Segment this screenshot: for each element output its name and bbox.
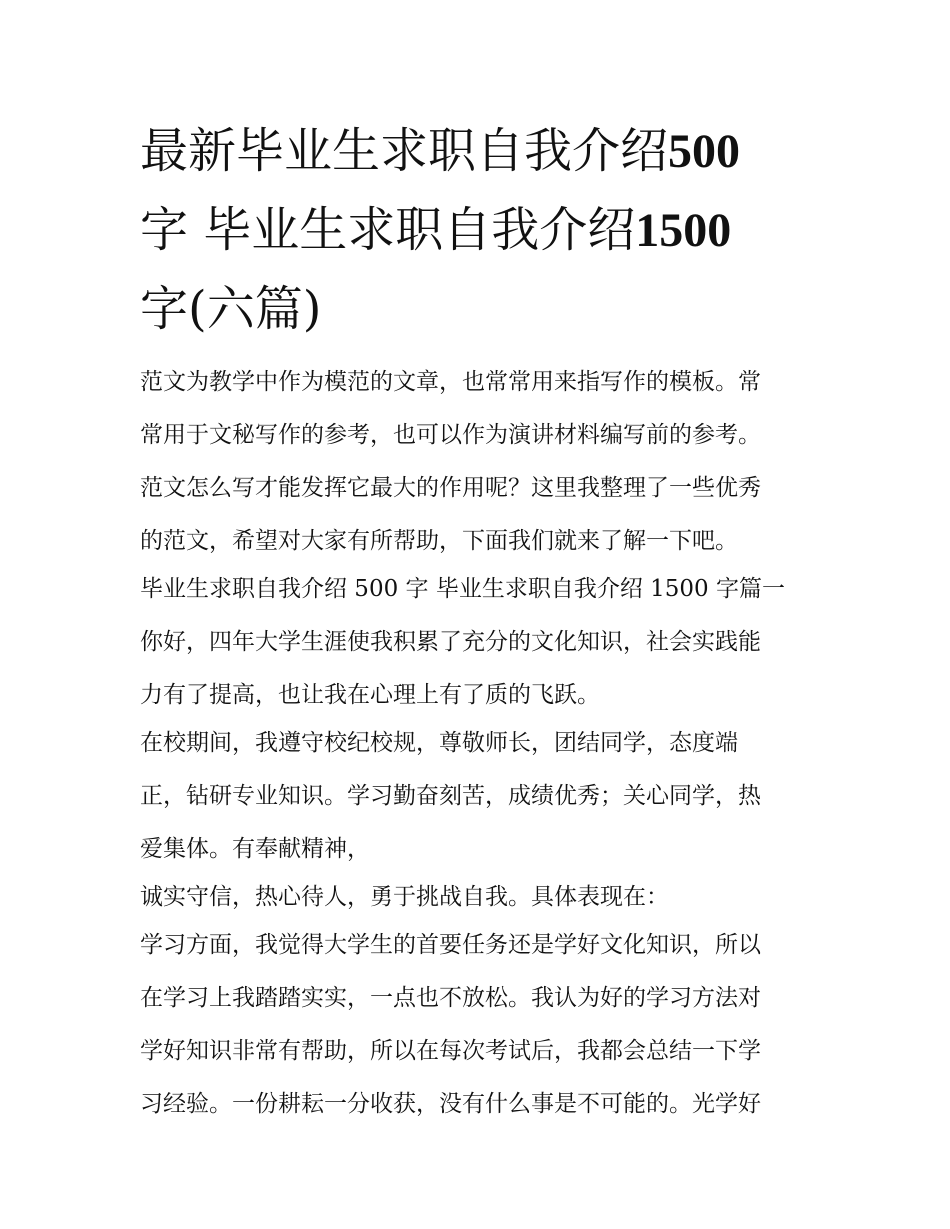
title-line-1 xyxy=(140,112,820,191)
body-line: 力有了提高，也让我在心理上有了质的飞跃。 xyxy=(140,682,600,708)
body-line: 学好知识非常有帮助，所以在每次考试后，我都会总结一下学 xyxy=(140,1038,761,1064)
body-line: 在校期间，我遵守校纪校规，尊敬师长，团结同学，态度端 xyxy=(140,730,738,756)
section-heading: 毕业生求职自我介绍 500 字 毕业生求职自我介绍 1500 字篇一 xyxy=(140,576,785,602)
body-line: 爱集体。有奉献精神， xyxy=(140,836,370,862)
body-line: 范文怎么写才能发挥它最大的作用呢？这里我整理了一些优秀 xyxy=(140,475,761,501)
title-line-2-number: 1500 xyxy=(635,204,732,257)
body-line: 在学习上我踏踏实实，一点也不放松。我认为好的学习方法对 xyxy=(140,985,761,1011)
body-line: 习经验。一份耕耘一分收获，没有什么事是不可能的。光学好 xyxy=(140,1091,761,1117)
body-line: 学习方面，我觉得大学生的首要任务还是学好文化知识，所以 xyxy=(140,932,761,958)
title-line-2 xyxy=(140,191,820,270)
body-line: 你好，四年大学生涯使我积累了充分的文化知识，社会实践能 xyxy=(140,629,761,655)
body-line: 诚实守信，热心待人，勇于挑战自我。具体表现在： xyxy=(140,884,669,910)
title-line-1-text: 最新毕业生求职自我介绍 xyxy=(140,123,669,179)
document-body xyxy=(140,356,820,1131)
title-line-1-number: 500 xyxy=(668,125,741,178)
body-line: 的范文，希望对大家有所帮助，下面我们就来了解一下吧。 xyxy=(140,528,738,554)
body-line: 正，钻研专业知识。学习勤奋刻苦，成绩优秀；关心同学，热 xyxy=(140,783,761,809)
body-line: 范文为教学中作为模范的文章，也常常用来指写作的模板。常 xyxy=(140,369,761,395)
document-title xyxy=(140,112,820,348)
title-line-2-text: 字 毕业生求职自我介绍 xyxy=(140,202,636,258)
body-line: 常用于文秘写作的参考，也可以作为演讲材料编写前的参考。 xyxy=(140,422,761,448)
title-line-3: 字(六篇) xyxy=(140,281,322,337)
